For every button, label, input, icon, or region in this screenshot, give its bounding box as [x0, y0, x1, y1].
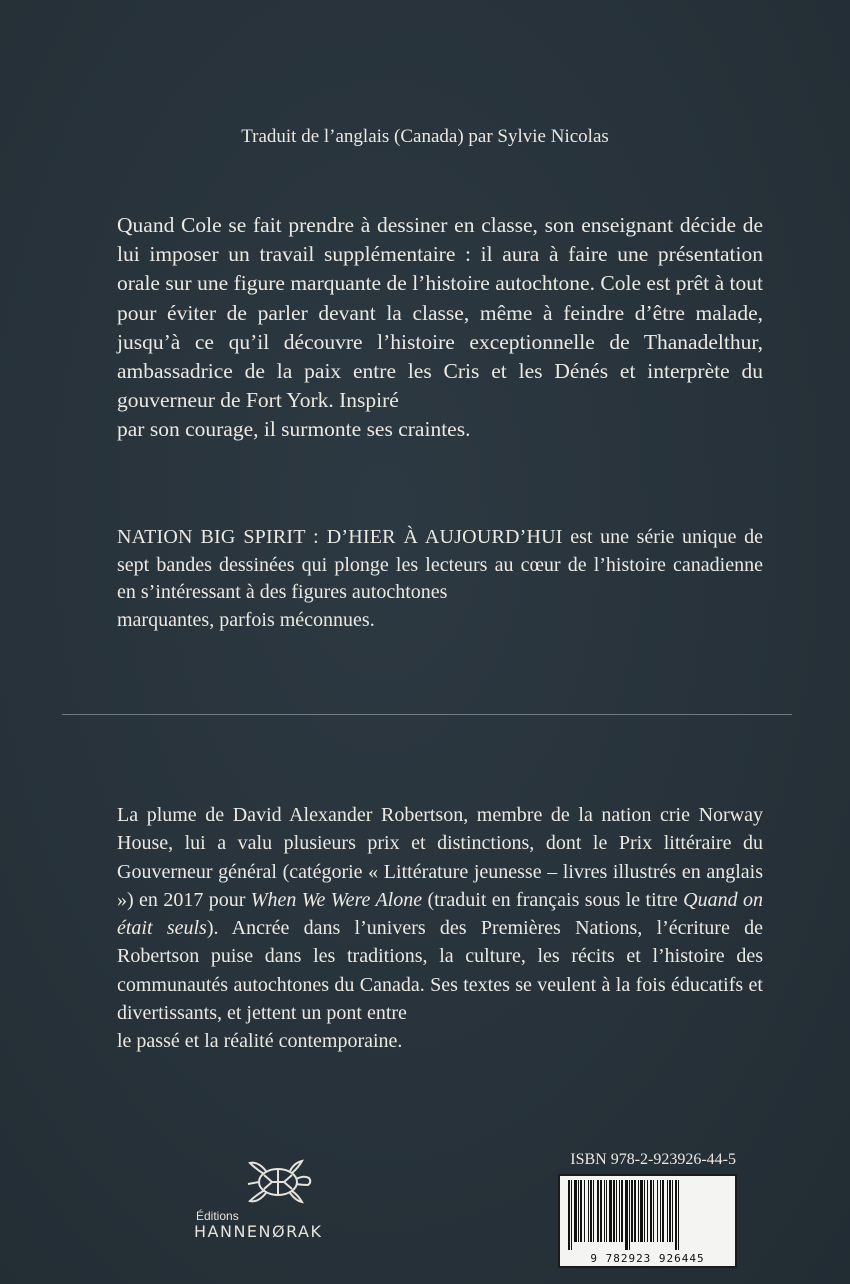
synopsis-paragraph — [117, 211, 763, 445]
barcode-bar — [609, 1180, 612, 1242]
synopsis-last-line: par son courage, il surmonte ses craintes. — [117, 417, 471, 442]
barcode-bars — [566, 1180, 729, 1250]
barcode-bar — [675, 1180, 677, 1250]
barcode-bar — [640, 1180, 643, 1242]
barcode-bar — [625, 1180, 628, 1250]
barcode-bar — [590, 1180, 592, 1242]
bio-text-2: (traduit en français sous le titre — [422, 888, 684, 911]
barcode-bar — [619, 1180, 620, 1242]
publisher-logo — [186, 1155, 326, 1265]
publisher-name: HANNENØRAK — [194, 1222, 323, 1241]
barcode-bar — [604, 1180, 605, 1242]
barcode-bar — [669, 1180, 671, 1242]
barcode-bar — [653, 1180, 654, 1242]
barcode-bar — [574, 1180, 577, 1242]
bio-last-line: le passé et la réalité contemporaine. — [117, 1030, 403, 1053]
barcode-digits: 9 782923 926445 — [590, 1252, 705, 1265]
series-description: est une série unique de sept bandes dessinées qui plonge les lecteurs au cœur de l’histoire canadienne en s’intéressant à des figures autochtones — [117, 526, 763, 603]
barcode-bar — [634, 1180, 636, 1242]
synopsis-body: Quand Cole se fait prendre à dessiner en classe, son enseignant décide de lui imposer un travail supplémentaire : il aura à faire une présentation orale sur une figure marquante de l’histoire autochtone. Cole est prêt à tout pour éviter de parler devant la classe, même à feindre d’être malade, jusqu’à ce qu’il découvre l’histoire exceptionnelle de Thanadelthur, ambassadrice de la paix entre les Cris et les Dénés et interprète du gouverneur de Fort York. Inspiré — [117, 213, 763, 413]
barcode-bar — [631, 1180, 633, 1242]
barcode-bar — [678, 1180, 679, 1250]
bio-book-title-en: When We Were Alone — [250, 888, 423, 911]
barcode-bar — [660, 1180, 661, 1242]
barcode-bar — [616, 1180, 617, 1242]
barcode-bar — [672, 1180, 673, 1242]
barcode-bar — [597, 1180, 599, 1242]
translator-credit: Traduit de l’anglais (Canada) par Sylvie Nicolas — [241, 126, 609, 147]
series-paragraph — [117, 524, 763, 634]
barcode-bar — [580, 1180, 582, 1242]
barcode-bar — [621, 1180, 623, 1242]
barcode-bar — [657, 1180, 658, 1242]
barcode-bar — [568, 1180, 570, 1250]
barcode-bar — [647, 1180, 648, 1242]
section-divider — [62, 714, 792, 715]
barcode-bar — [613, 1180, 615, 1242]
barcode-bar — [606, 1180, 607, 1242]
author-bio-paragraph — [117, 801, 763, 1056]
turtle-icon — [238, 1155, 318, 1207]
series-title: NATION BIG SPIRIT : D’HIER À AUJOURD’HUI — [117, 526, 563, 548]
barcode-bar — [578, 1180, 579, 1242]
barcode — [558, 1174, 737, 1268]
barcode-bar — [667, 1180, 668, 1242]
barcode-bar — [662, 1180, 664, 1242]
isbn-label: ISBN 978-2-923926-44-5 — [570, 1151, 736, 1168]
series-last-line: marquantes, parfois méconnues. — [117, 608, 375, 631]
barcode-bar — [638, 1180, 639, 1242]
publisher-prefix: Éditions — [196, 1209, 239, 1223]
barcode-bar — [593, 1180, 594, 1242]
bio-book-title-fr: Quand on était seuls — [117, 888, 763, 940]
barcode-bar — [644, 1180, 645, 1242]
barcode-bar — [600, 1180, 602, 1242]
barcode-bar — [588, 1180, 589, 1242]
barcode-bar — [650, 1180, 652, 1242]
bio-text-1: La plume de David Alexander Robertson, membre de la nation crie Norway House, lui a valu plusieurs prix et distinctions, dont le Prix littéraire du Gouverneur général (catégorie « Littérature jeunesse – livres illustrés en anglais ») en 2017 pour — [117, 804, 763, 911]
barcode-bar — [629, 1180, 630, 1250]
barcode-bar — [571, 1180, 572, 1250]
bio-text-3: ). Ancrée dans l’univers des Premières Nations, l’écriture de Robertson puise dans les traditions, la culture, les récits et l’histoire des communautés autochtones du Canada. Ses textes se veulent à la fois éducatifs et divertissants, et jettent un pont entre — [117, 917, 763, 1025]
barcode-bar — [584, 1180, 585, 1242]
